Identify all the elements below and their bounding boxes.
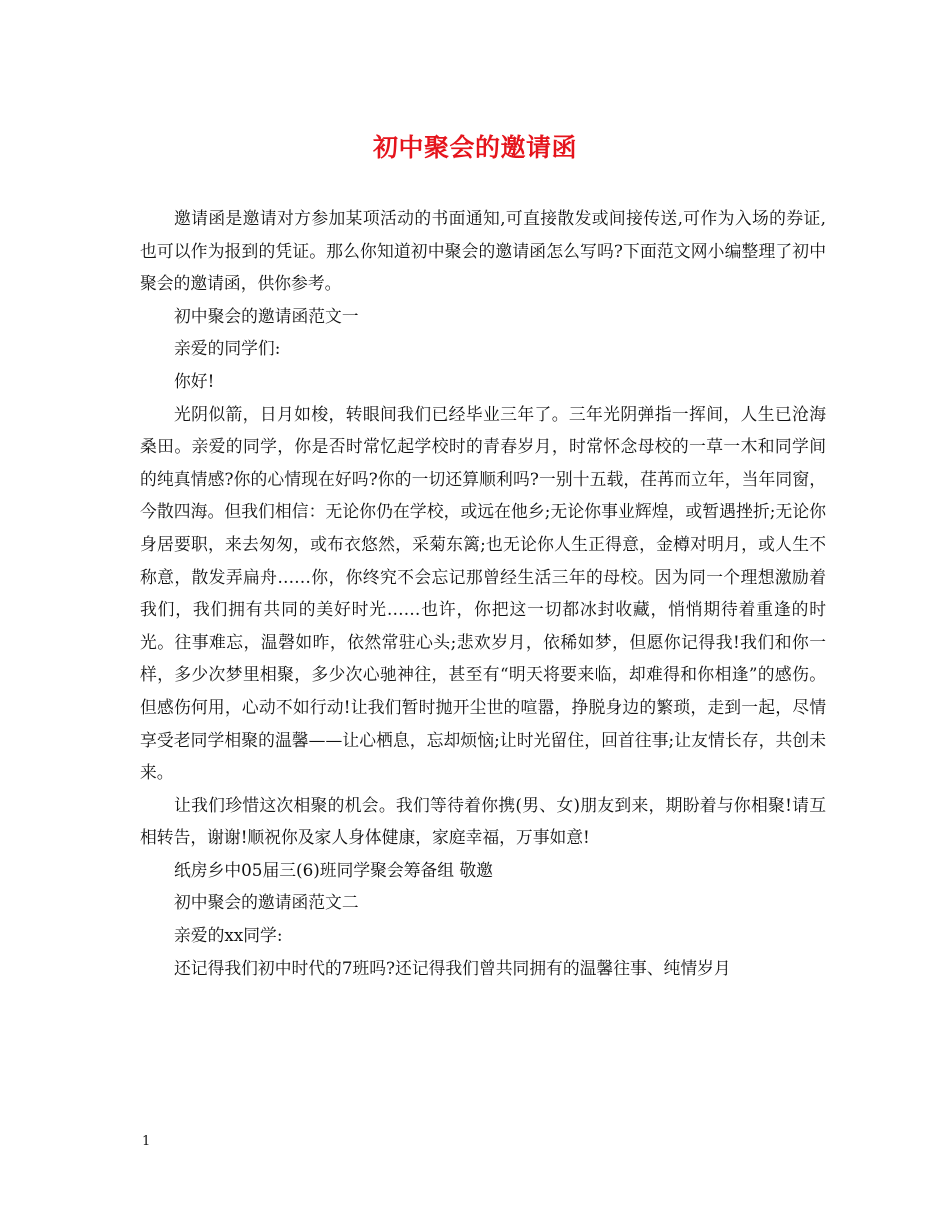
signature-line: 纸房乡中05届三(6)班同学聚会筹备组 敬邀 bbox=[174, 859, 493, 880]
greeting: 你好! bbox=[174, 370, 215, 391]
body-paragraph-two: 还记得我们初中时代的7班吗?还记得我们曾共同拥有的温馨往事、纯情岁月 bbox=[174, 957, 731, 978]
sample-one-heading: 初中聚会的邀请函范文一 bbox=[174, 305, 359, 326]
salutation: 亲爱的同学们: bbox=[174, 338, 281, 359]
sample-two-heading: 初中聚会的邀请函范文二 bbox=[174, 892, 359, 913]
page-number: 1 bbox=[142, 1134, 151, 1149]
intro-paragraph: 邀请函是邀请对方参加某项活动的书面通知,可直接散发或间接传送,可作为入场的券证,也可以作为报到的凭证。那么你知道初中聚会的邀请函怎么写吗?下面范文网小编整理了初中聚会的邀请函，供你参考。 bbox=[140, 208, 826, 294]
document-title: 初中聚会的邀请函 bbox=[372, 133, 577, 162]
body-paragraph: 光阴似箭，日月如梭，转眼间我们已经毕业三年了。三年光阴弹指一挥间，人生已沧海桑田。亲爱的同学，你是否时常忆起学校时的青春岁月，时常怀念母校的一草一木和同学间的纯真情感?你的心情现在好吗?你的一切还算顺利吗?一别十五载，荏苒而立年，当年同窗，今散四海。但我们相信：无论你仍在学校，或远在他乡;无论你事业辉煌，或暂遇挫折;无论你身居要职，来去匆匆，或布衣悠然，采菊东篱;也无论你人生正得意，金樽对明月，或人生不称意，散发弄扁舟……你，你终究不会忘记那曾经生活三年的母校。因为同一个理想激励着我们，我们拥有共同的美好时光……也许，你把这一切都冰封收藏，悄悄期待着重逢的时光。往事难忘，温磬如昨，依然常驻心头;悲欢岁月，依稀如梦，但愿你记得我!我们和你一样，多少次梦里相聚，多少次心驰神往，甚至有“明天将要来临，却难得和你相逢”的感伤。但感伤何用，心动不如行动!让我们暂时抛开尘世的喧嚣，挣脱身边的繁琐，走到一起，尽情享受老同学相聚的温馨——让心栖息，忘却烦恼;让时光留住，回首往事;让友情长存，共创未来。 bbox=[140, 403, 826, 783]
document-body bbox=[140, 202, 826, 984]
closing-paragraph: 让我们珍惜这次相聚的机会。我们等待着你携(男、女)朋友到来，期盼着与你相聚!请互相转告，谢谢!顺祝你及家人身体健康，家庭幸福，万事如意! bbox=[140, 794, 826, 848]
salutation-two: 亲爱的xx同学: bbox=[174, 925, 283, 946]
